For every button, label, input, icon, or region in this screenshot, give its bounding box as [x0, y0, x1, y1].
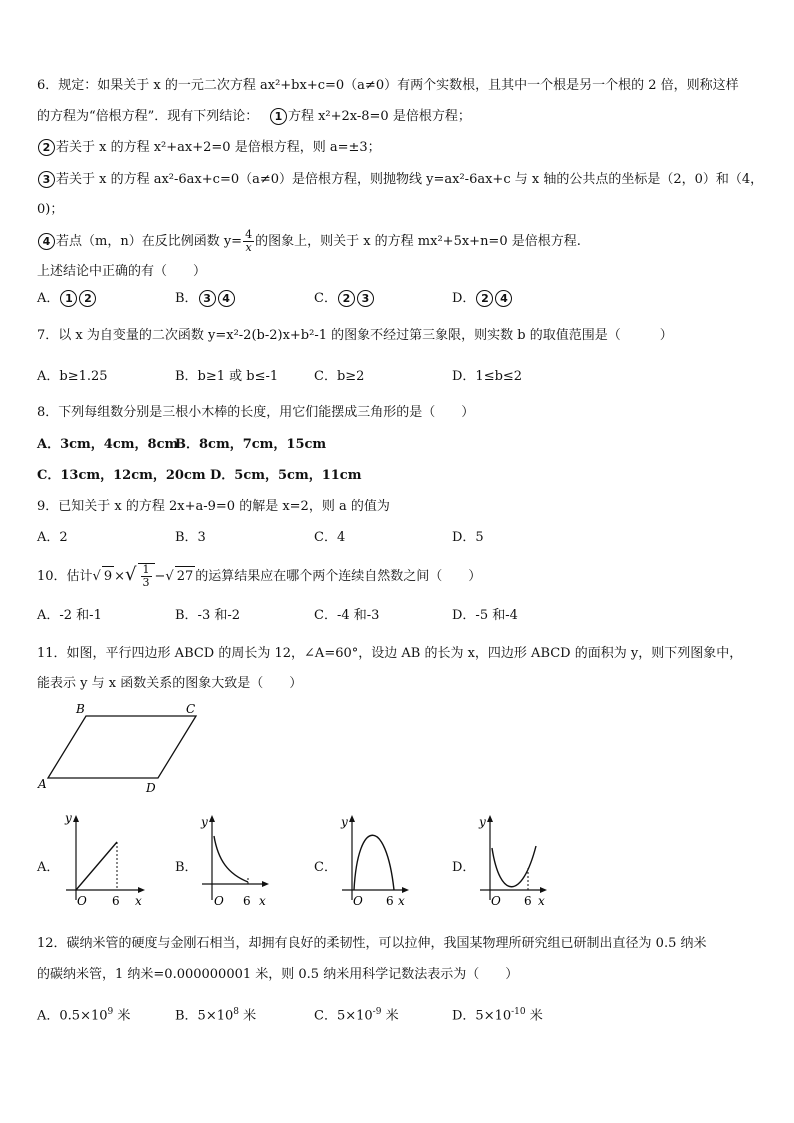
- marker: 3: [357, 290, 374, 307]
- q6-option-b[interactable]: [175, 289, 236, 309]
- q12-line1: 12．碳纳米管的硬度与金刚石相当，却拥有良好的柔韧性，可以拉伸，我国某物理所研究组已研制出直径为 0.5 纳米: [37, 936, 707, 951]
- marker: 2: [476, 290, 493, 307]
- marker: 2: [338, 290, 355, 307]
- q7-option-a[interactable]: A．b≥1.25: [37, 369, 108, 384]
- y-label: y: [65, 812, 72, 825]
- marker: 4: [495, 290, 512, 307]
- option-exp: -10: [511, 1007, 526, 1017]
- q9-text: 9．已知关于 x 的方程 2x+a-9=0 的解是 x=2，则 a 的值为: [37, 499, 390, 514]
- q9-option-b[interactable]: B．3: [175, 530, 206, 545]
- frac-den: x: [245, 241, 252, 254]
- x-arrow: [138, 887, 145, 893]
- y-label: y: [341, 815, 348, 829]
- q12-option-b[interactable]: [175, 1002, 256, 1026]
- q6-line1: 6．规定：如果关于 x 的一元二次方程 ax²+bx+c=0（a≠0）有两个实数根，且其中一个根是另一个根的 2 倍，则称这样: [37, 78, 739, 93]
- q9-option-d[interactable]: D．5: [452, 530, 484, 545]
- q8-option-a[interactable]: A．3cm，4cm，8cm: [37, 437, 179, 452]
- q6-option-a-label: A．: [37, 291, 60, 306]
- option-base: A．0.5×10: [37, 1008, 108, 1024]
- marker-3: 3: [38, 171, 55, 188]
- graph-curve: [492, 846, 536, 887]
- q8-option-b[interactable]: B．8cm，7cm，15cm: [175, 437, 327, 452]
- q6-line3-text: 若关于 x 的方程 x²+ax+2=0 是倍根方程，则 a=±3；: [56, 140, 381, 155]
- marker-2: 2: [38, 139, 55, 156]
- minus-sign: −: [154, 569, 166, 584]
- q6-option-b-label: B．: [175, 291, 198, 306]
- graph-a: [60, 812, 150, 916]
- fraction-4-over-x: [243, 229, 254, 254]
- q6-line4-text: 若关于 x 的方程 ax²-6ax+c=0（a≠0）是倍根方程，则抛物线 y=ax²-6ax+c 与 x 轴的公共点的坐标是（2，0）和（4，: [56, 172, 764, 187]
- y-arrow: [209, 815, 215, 822]
- q9-option-c[interactable]: C．4: [314, 530, 346, 545]
- origin-label: O: [214, 894, 224, 908]
- x-label: x: [538, 894, 545, 908]
- parallelogram-shape: [48, 716, 196, 778]
- q12-line2: 的碳纳米管，1 纳米=0.000000001 米，则 0.5 纳米用科学记数法表示为（ ）: [37, 967, 519, 982]
- option-unit: 米: [525, 1008, 543, 1024]
- tick-label: 6: [524, 894, 532, 908]
- y-arrow: [487, 815, 493, 822]
- q10-option-a[interactable]: A．-2 和-1: [37, 608, 102, 623]
- frac-den: 3: [142, 576, 150, 589]
- q10-root3: 27: [175, 566, 196, 587]
- marker: 2: [79, 290, 96, 307]
- marker-1: 1: [270, 108, 287, 125]
- q7-option-c[interactable]: C．b≥2: [314, 369, 365, 384]
- q6-line5: 0)；: [37, 202, 64, 217]
- graph-curve: [354, 835, 394, 890]
- q10-option-d[interactable]: D．-5 和-4: [452, 608, 518, 623]
- q11-line1: 11．如图，平行四边形 ABCD 的周长为 12，∠A=60°，设边 AB 的长为 x，四边形 ABCD 的面积为 y，则下列图象中，: [37, 646, 743, 661]
- graph-d: [476, 812, 556, 916]
- vertex-d: D: [146, 781, 156, 794]
- q6-line2: [37, 107, 471, 127]
- tick-label: 6: [386, 894, 394, 908]
- vertex-c: C: [186, 702, 196, 716]
- q6-line3: [37, 138, 381, 158]
- q7-option-d[interactable]: D．1≤b≤2: [452, 369, 523, 384]
- q6-line6a: 若点（m，n）在反比例函数 y=: [56, 234, 243, 249]
- q11-option-c[interactable]: C．: [314, 860, 337, 875]
- radical-icon: √: [165, 569, 174, 584]
- q6-option-c[interactable]: [314, 289, 375, 309]
- x-label: x: [135, 894, 142, 908]
- graph-curve: [214, 836, 248, 882]
- option-unit: 米: [113, 1008, 131, 1024]
- q10-suffix: 的运算结果应在哪个两个连续自然数之间（ ）: [195, 569, 482, 584]
- radical-icon: √: [125, 564, 137, 585]
- q6-option-c-label: C．: [314, 291, 337, 306]
- y-arrow: [73, 815, 79, 822]
- option-exp: 8: [233, 1007, 239, 1017]
- q12-option-c[interactable]: [314, 1002, 399, 1026]
- tick-label: 6: [112, 894, 120, 908]
- q6-line2a: 的方程为“倍根方程”．现有下列结论：: [37, 109, 252, 124]
- q8-option-d[interactable]: D．5cm，5cm，11cm: [210, 468, 362, 483]
- graph-curve: [76, 842, 117, 890]
- origin-label: O: [77, 894, 87, 908]
- q10-root1: 9: [102, 566, 114, 587]
- x-label: x: [259, 894, 266, 908]
- x-arrow: [402, 887, 409, 893]
- q6-option-a[interactable]: [37, 289, 97, 309]
- option-base: B．5×10: [175, 1008, 234, 1024]
- q6-option-d[interactable]: [452, 289, 513, 309]
- q11-option-d[interactable]: D．: [452, 860, 476, 875]
- q11-line2: 能表示 y 与 x 函数关系的图象大致是（ ）: [37, 676, 303, 691]
- radical-icon: √: [92, 569, 101, 584]
- origin-label: O: [353, 894, 363, 908]
- frac-num: 1: [142, 563, 150, 576]
- q6-line4: [37, 170, 763, 190]
- q11-option-a[interactable]: A．: [37, 860, 60, 875]
- q11-option-b[interactable]: B．: [175, 860, 198, 875]
- q12-option-d[interactable]: [452, 1002, 543, 1026]
- vertex-b: B: [76, 702, 85, 716]
- q10-option-b[interactable]: B．-3 和-2: [175, 608, 241, 623]
- vertex-a: A: [38, 777, 47, 791]
- q10-root2: [138, 563, 155, 589]
- times-sign: ×: [114, 569, 126, 584]
- q12-option-a[interactable]: [37, 1002, 130, 1026]
- marker: 1: [60, 290, 77, 307]
- option-exp: 9: [107, 1007, 114, 1017]
- option-exp: -9: [372, 1007, 382, 1017]
- q10-root2-frac: [141, 564, 152, 589]
- option-base: C．5×10: [314, 1008, 373, 1024]
- q6-option-d-label: D．: [452, 291, 476, 306]
- q8-option-c[interactable]: C．13cm，12cm，20cm: [37, 468, 206, 483]
- option-base: D．5×10: [452, 1008, 512, 1024]
- y-label: y: [479, 815, 486, 829]
- frac-num: 4: [245, 228, 253, 241]
- q6-line2b: 方程 x²+2x-8=0 是倍根方程；: [287, 109, 471, 124]
- q7-option-b[interactable]: B．b≥1 或 b≤-1: [175, 369, 279, 384]
- q10-text: [37, 563, 481, 589]
- marker: 4: [218, 290, 235, 307]
- q7-text: 7．以 x 为自变量的二次函数 y=x²-2(b-2)x+b²-1 的图象不经过第三象限，则实数 b 的取值范围是（ ）: [37, 328, 673, 343]
- marker-4: 4: [38, 233, 55, 250]
- x-arrow: [540, 887, 547, 893]
- marker: 3: [199, 290, 216, 307]
- x-arrow: [262, 881, 269, 887]
- q10-option-c[interactable]: C．-4 和-3: [314, 608, 380, 623]
- q6-line6b: 的图象上，则关于 x 的方程 mx²+5x+n=0 是倍根方程.: [255, 234, 581, 249]
- option-unit: 米: [239, 1008, 257, 1024]
- q8-text: 8．下列每组数分别是三根小木棒的长度，用它们能摆成三角形的是（ ）: [37, 405, 475, 420]
- tick-label: 6: [243, 894, 251, 908]
- q6-line6: [37, 229, 581, 254]
- y-label: y: [201, 815, 208, 829]
- q9-option-a[interactable]: A．2: [37, 530, 68, 545]
- origin-label: O: [491, 894, 501, 908]
- option-unit: 米: [381, 1008, 399, 1024]
- graph-b: [198, 812, 278, 916]
- q10-prefix: 10．估计: [37, 569, 93, 584]
- x-label: x: [398, 894, 405, 908]
- parallelogram-figure: [36, 702, 206, 794]
- q6-line7: 上述结论中正确的有（ ）: [37, 264, 207, 279]
- y-arrow: [349, 815, 355, 822]
- graph-c: [338, 812, 418, 916]
